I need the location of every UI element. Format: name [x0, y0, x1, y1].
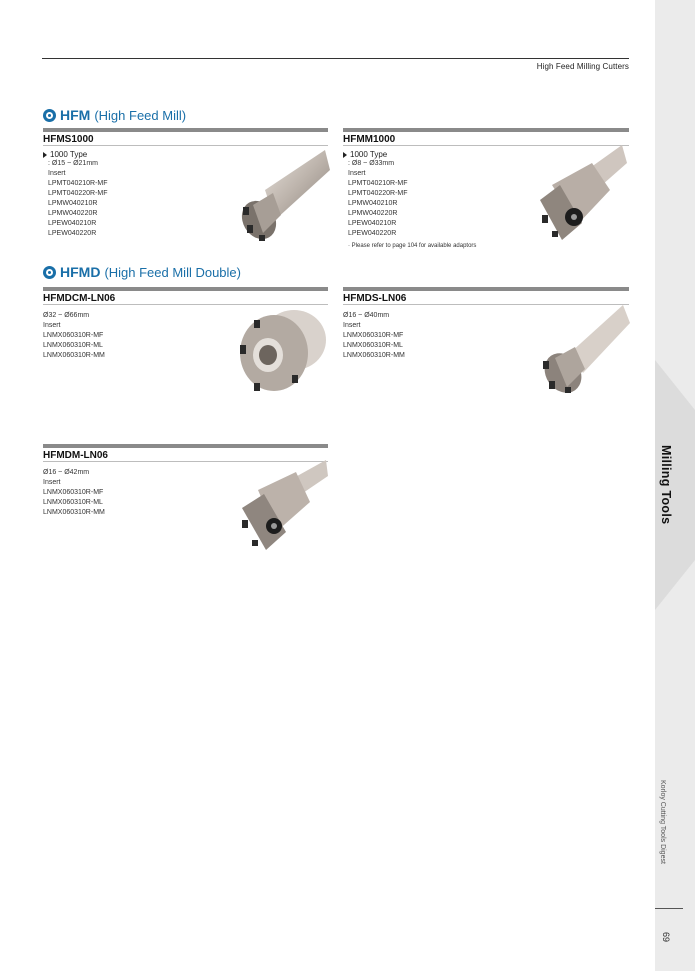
range-text: : Ø8 ~ Ø33mm — [348, 160, 395, 167]
insert-item: LPMW040210R — [348, 200, 398, 207]
section-heading-hfm — [43, 107, 186, 123]
insert-label: Insert — [43, 479, 61, 486]
hfmdm-tool-image — [228, 460, 328, 555]
product-bar — [343, 128, 629, 132]
section-subtitle: (High Feed Mill) — [94, 107, 187, 123]
insert-label: Insert — [48, 170, 66, 177]
product-name: HFMM1000 — [343, 134, 396, 145]
insert-item: LPMW040210R — [48, 200, 98, 207]
side-tab-label[interactable]: Milling Tools — [659, 445, 673, 525]
side-divider — [655, 908, 683, 909]
insert-label: Insert — [43, 322, 61, 329]
insert-item: LPEW040220R — [48, 230, 97, 237]
side-book-title: Korloy Cutting Tools Digest — [659, 780, 666, 864]
range-text: Ø16 ~ Ø42mm — [43, 469, 90, 476]
insert-item: LNMX060310R-MM — [43, 352, 105, 359]
section-title: HFMD — [60, 264, 101, 280]
range-text: : Ø15 ~ Ø21mm — [48, 160, 98, 167]
product-bar — [43, 444, 328, 448]
hfms1000-tool-image — [235, 145, 330, 245]
section-title: HFM — [60, 107, 91, 123]
product-name: HFMS1000 — [43, 134, 94, 145]
hfmds-tool-image — [535, 303, 630, 398]
insert-label: Insert — [343, 322, 361, 329]
insert-item: LNMX060310R-MF — [43, 332, 104, 339]
target-icon — [43, 266, 56, 279]
product-bar — [343, 287, 629, 291]
product-name: HFMDM-LN06 — [43, 450, 108, 461]
type-label: 1000 Type — [350, 150, 388, 159]
insert-item: LPMT040220R-MF — [348, 190, 408, 197]
product-name: HFMDS-LN06 — [343, 293, 407, 304]
header-title: High Feed Milling Cutters — [536, 62, 629, 71]
section-subtitle: (High Feed Mill Double) — [104, 264, 241, 280]
product-name: HFMDCM-LN06 — [43, 293, 116, 304]
type-label: 1000 Type — [50, 150, 88, 159]
insert-label: Insert — [348, 170, 366, 177]
insert-item: LPMW040220R — [348, 210, 398, 217]
range-text: Ø32 ~ Ø66mm — [43, 312, 90, 319]
product-bar — [43, 128, 328, 132]
insert-item: LNMX060310R-MF — [43, 489, 104, 496]
insert-item: LNMX060310R-ML — [43, 499, 103, 506]
insert-item: LPMT040210R-MF — [348, 180, 408, 187]
insert-item: LNMX060310R-MF — [343, 332, 404, 339]
insert-item: LNMX060310R-MM — [343, 352, 405, 359]
adaptor-note: · Please refer to page 104 for available adaptors — [348, 243, 477, 249]
target-icon — [43, 109, 56, 122]
insert-item: LPEW040210R — [348, 220, 397, 227]
product-bar — [43, 287, 328, 291]
insert-item: LPMT040220R-MF — [48, 190, 108, 197]
triangle-bullet-icon — [43, 152, 47, 158]
hfmm1000-tool-image — [532, 145, 630, 245]
insert-item: LPEW040220R — [348, 230, 397, 237]
insert-item: LPMW040220R — [48, 210, 98, 217]
triangle-bullet-icon — [343, 152, 347, 158]
insert-item: LPEW040210R — [48, 220, 97, 227]
range-text: Ø16 ~ Ø40mm — [343, 312, 390, 319]
page-number: 69 — [661, 932, 671, 943]
insert-item: LPMT040210R-MF — [48, 180, 108, 187]
hfmdcm-tool-image — [234, 305, 329, 395]
insert-item: LNMX060310R-MM — [43, 509, 105, 516]
insert-item: LNMX060310R-ML — [43, 342, 103, 349]
section-heading-hfmd — [43, 264, 241, 280]
insert-item: LNMX060310R-ML — [343, 342, 403, 349]
header-rule — [42, 58, 629, 59]
